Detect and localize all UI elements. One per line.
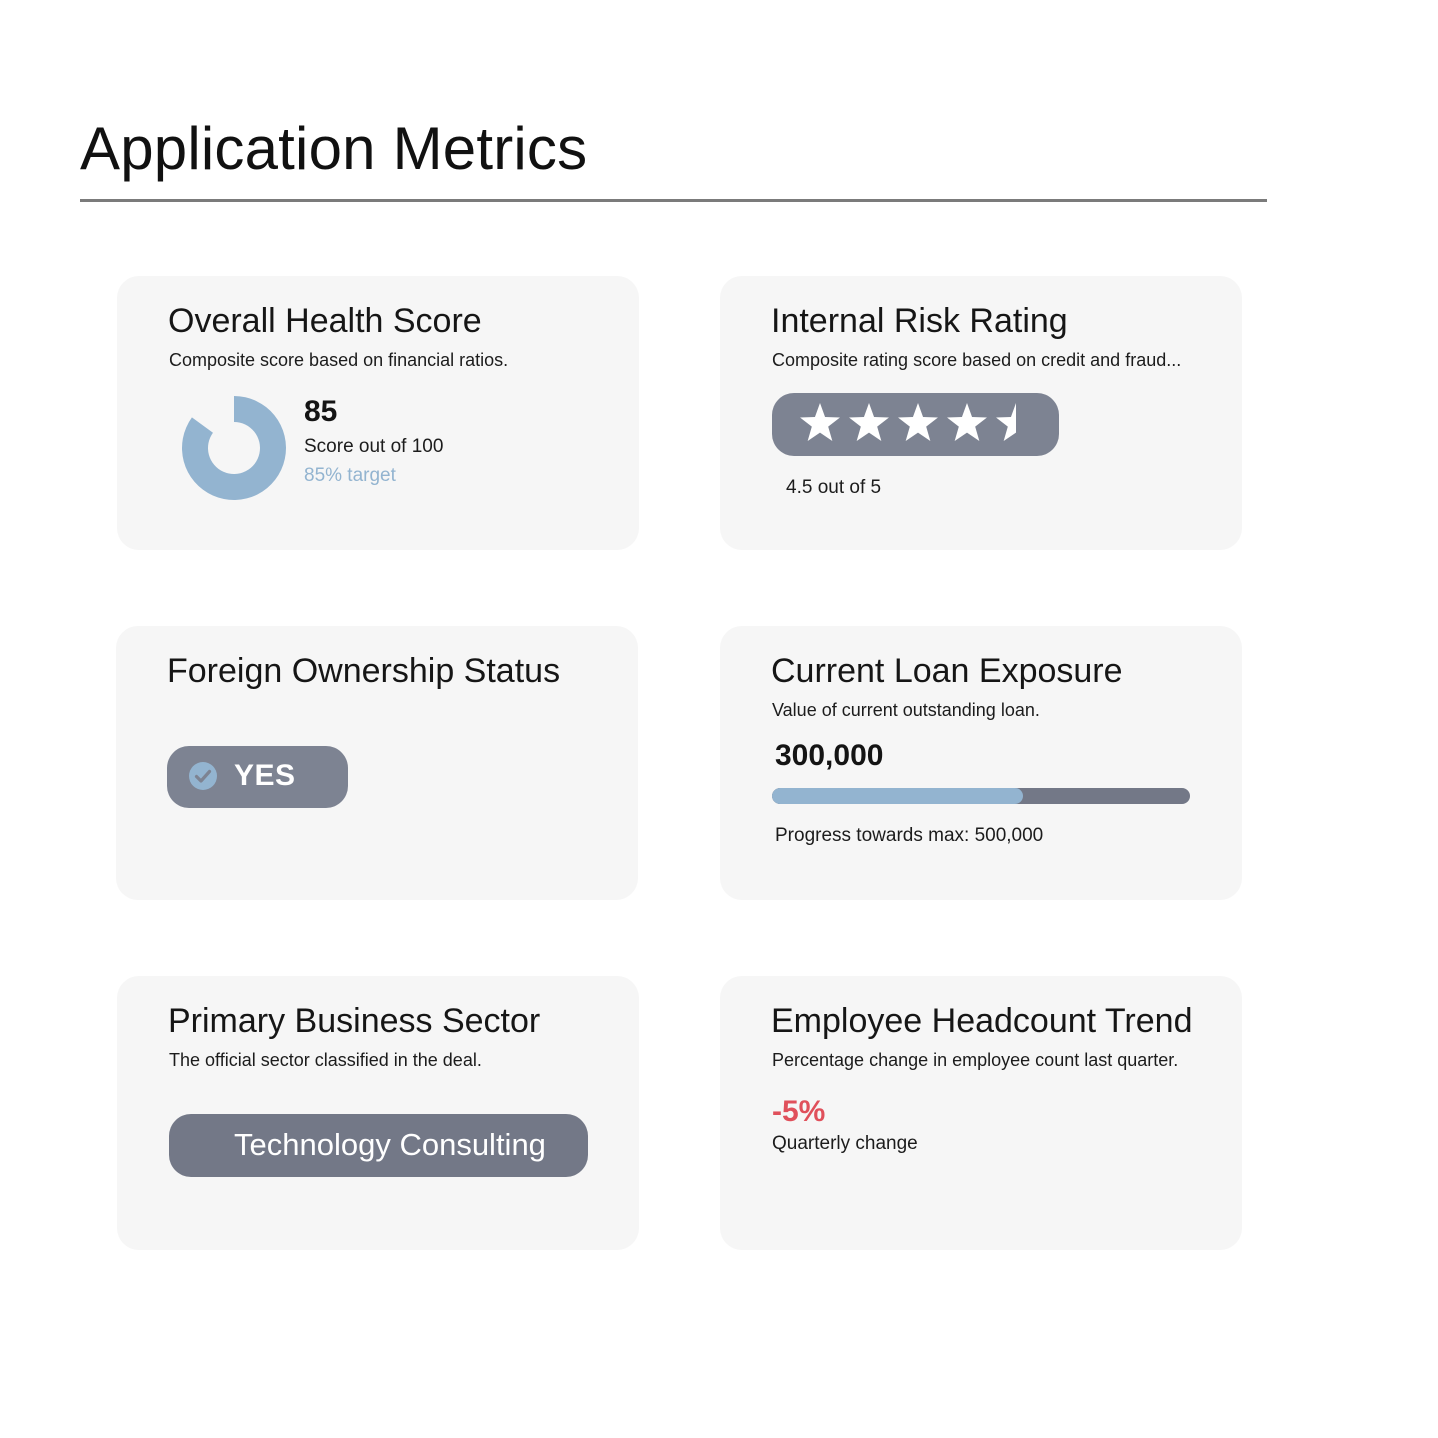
progress-bar [772, 788, 1190, 804]
check-circle-icon [188, 761, 218, 791]
score-label: Score out of 100 [304, 436, 444, 457]
risk-rating-card [720, 276, 1242, 550]
donut-fill [182, 396, 286, 500]
card-description: The official sector classified in the deal. [169, 1050, 482, 1070]
status-text: YES [234, 759, 296, 792]
star-half-icon [996, 403, 1036, 441]
trend-label: Quarterly change [772, 1133, 918, 1154]
card-description: Percentage change in employee count last quarter. [772, 1050, 1179, 1070]
score-target: 85% target [304, 465, 396, 486]
headcount-trend-card [720, 976, 1242, 1250]
loan-exposure-card [720, 626, 1242, 900]
score-value: 85 [304, 395, 338, 428]
card-title: Current Loan Exposure [771, 652, 1123, 690]
sector-badge [169, 1114, 588, 1177]
card-title: Foreign Ownership Status [167, 652, 561, 690]
card-title: Primary Business Sector [168, 1002, 541, 1040]
progress-fill [772, 788, 1023, 804]
status-badge [167, 746, 348, 808]
business-sector-card [117, 976, 639, 1250]
donut-chart [181, 395, 287, 501]
progress-label: Progress towards max: 500,000 [775, 825, 1044, 846]
card-title: Internal Risk Rating [771, 302, 1068, 340]
star-icon [800, 403, 840, 441]
star-icon [849, 403, 889, 441]
star-icon [898, 403, 938, 441]
foreign-ownership-card [116, 626, 638, 900]
stars-graphic [772, 393, 1059, 456]
health-score-card [117, 276, 639, 550]
card-title: Overall Health Score [168, 302, 482, 340]
card-description: Composite score based on financial ratios. [169, 350, 509, 370]
card-description: Value of current outstanding loan. [772, 700, 1040, 720]
card-title: Employee Headcount Trend [771, 1002, 1193, 1040]
card-description: Composite rating score based on credit and fraud... [772, 350, 1182, 370]
title-divider [80, 199, 1267, 202]
star-icon [947, 403, 987, 441]
rating-label: 4.5 out of 5 [786, 477, 882, 498]
sector-text: Technology Consulting [234, 1127, 546, 1162]
star-rating [772, 393, 1059, 456]
trend-value: -5% [772, 1095, 826, 1128]
page-title: Application Metrics [80, 115, 588, 182]
loan-value: 300,000 [775, 739, 884, 772]
